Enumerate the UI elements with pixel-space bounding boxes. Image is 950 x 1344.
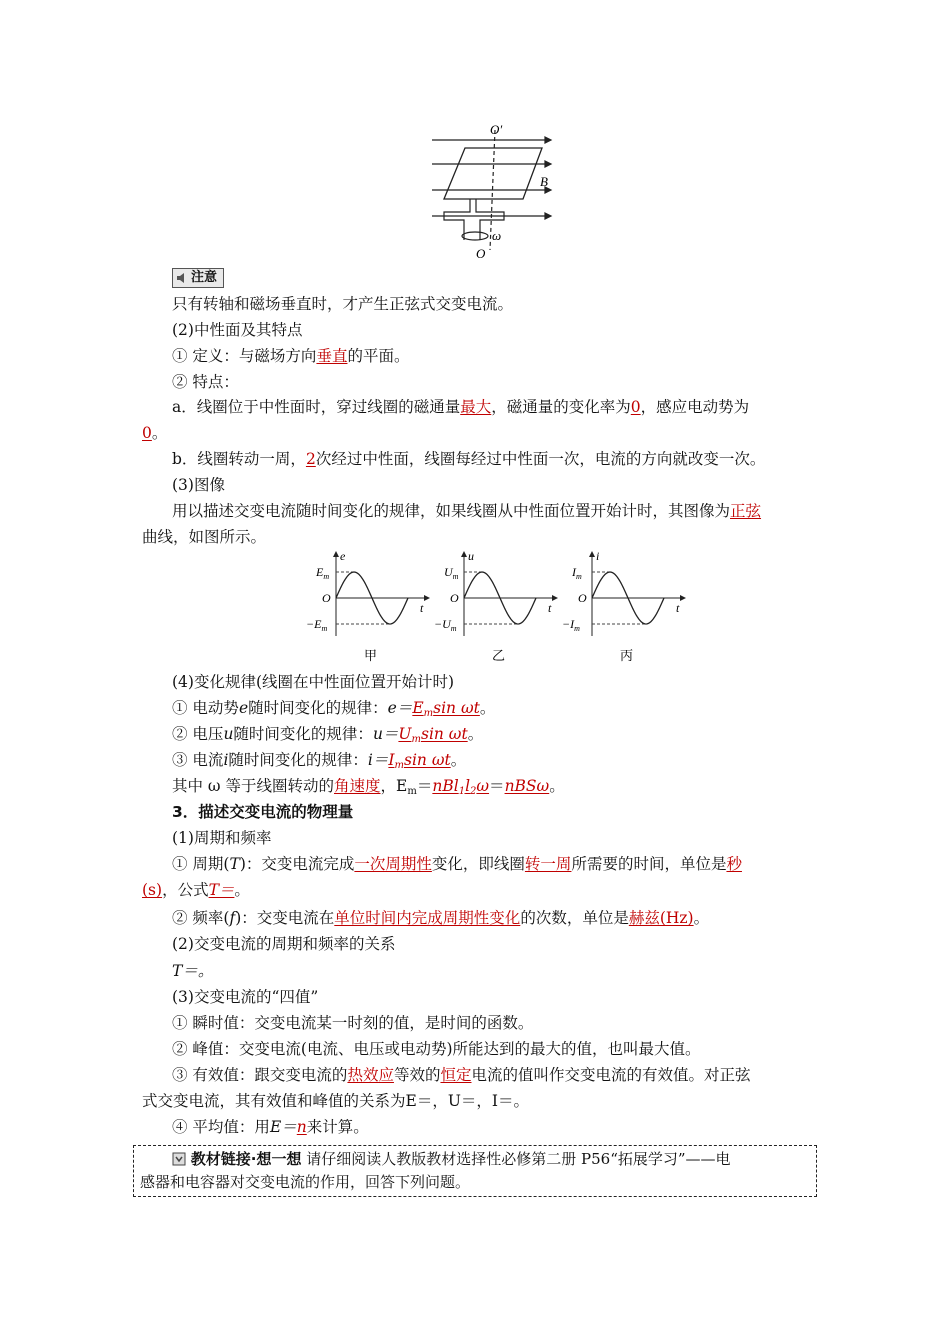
link-icon (172, 1152, 186, 1166)
graph-axis-label: e (340, 549, 346, 563)
graph-peak-label: $E_m$ (316, 565, 330, 581)
graph-origin-label: O (578, 591, 587, 605)
coil-label-B: B (540, 174, 548, 189)
coil-label-O-top: O′ (490, 122, 503, 137)
sec3-line2: 曲线，如图所示。 (142, 528, 267, 546)
graph-t-label: t (676, 601, 680, 615)
note-tag-label: 注意 (191, 270, 218, 285)
sec2-features: ② 特点： (172, 373, 239, 391)
graph-t-arrow (424, 595, 430, 601)
sec2-heading: (2)中性面及其特点 (172, 321, 303, 339)
graph-origin-label: O (450, 591, 459, 605)
textbook-link-box (133, 1145, 817, 1197)
link-line1: 教材链接·想一想 请仔细阅读人教版教材选择性必修第二册 P56“拓展学习”——电 (172, 1148, 731, 1170)
sec3-line1: 用以描述交变电流随时间变化的规律，如果线圈从中性面位置开始计时，其图像为正弦 (172, 502, 762, 520)
graph-y-arrow (589, 551, 595, 557)
part3-period-cont: (s)，公式T＝。 (142, 881, 250, 899)
graph-t-label: t (548, 601, 552, 615)
part3-h3: (3)交变电流的“四值” (172, 988, 319, 1006)
graph-origin-label: O (322, 591, 331, 605)
sec4-rule-e: ① 电动势e随时间变化的规律：$e=E_m\sin$ ωt。 (172, 699, 496, 719)
part3-h2: (2)交变电流的周期和频率的关系 (172, 935, 396, 953)
part3-peak: ② 峰值：交变电流(电流、电压或电动势)所能达到的最大的值，也叫最大值。 (172, 1040, 701, 1058)
sec2-item-a: a．线圈位于中性面时，穿过线圈的磁通量最大，磁通量的变化率为0，感应电动势为 (172, 398, 750, 416)
part3-instant: ① 瞬时值：交变电流某一时刻的值，是时间的函数。 (172, 1014, 534, 1032)
part3-effective-cont: 式交变电流，其有效值和峰值的关系为E＝，U＝，I＝。 (142, 1092, 530, 1110)
note-tag (172, 268, 224, 288)
graph-t-label: t (420, 601, 424, 615)
graph-caption: 乙 (492, 648, 506, 663)
sec4-rule-i: ③ 电流i随时间变化的规律：$i=I_m\sin$ ωt。 (172, 751, 467, 771)
graph-neg-peak-label: $-I_m$ (562, 617, 580, 633)
speaker-icon (176, 272, 188, 284)
coil-label-O-bottom: O (476, 246, 486, 261)
sec3-heading: (3)图像 (172, 476, 225, 494)
graph-neg-peak-label: $-U_m$ (434, 617, 457, 633)
sec4-rule-u: ② 电压u随时间变化的规律：$u=U_m\sin$ ωt。 (172, 725, 484, 745)
part3-frequency: ② 频率(f)：交变电流在单位时间内完成周期性变化的次数，单位是赫兹(Hz)。 (172, 909, 710, 927)
graph-peak-label: $U_m$ (444, 565, 459, 581)
sec4-omega-def: 其中 ω 等于线圈转动的角速度，$E_m=nBl_1l_2\omega=nBS\omega$。 (172, 777, 565, 797)
sec2-item-b: b．线圈转动一周，2次经过中性面，线圈每经过中性面一次，电流的方向就改变一次。 (172, 450, 766, 468)
graph-axis-label: i (596, 549, 600, 563)
note-text: 只有转轴和磁场垂直时，才产生正弦式交变电流。 (172, 295, 514, 313)
coil-figure (420, 120, 560, 265)
sec4-heading: (4)变化规律(线圈在中性面位置开始计时) (172, 673, 455, 691)
graph-t-arrow (552, 595, 558, 601)
part3-heading: 3．描述交变电流的物理量 (172, 803, 354, 821)
part3-relation: T＝。 (172, 962, 214, 980)
graph-y-arrow (461, 551, 467, 557)
sec2-item-a-cont: 0。 (142, 424, 168, 442)
graph-axis-label: u (468, 549, 474, 563)
sine-graphs (300, 548, 700, 668)
link-line2: 感器和电容器对交变电流的作用，回答下列问题。 (140, 1173, 471, 1191)
graph-y-arrow (333, 551, 339, 557)
graph-t-arrow (680, 595, 686, 601)
graph-neg-peak-label: $-E_m$ (306, 617, 328, 633)
sec2-definition: ① 定义：与磁场方向垂直的平面。 (172, 347, 410, 365)
graph-caption: 丙 (620, 648, 634, 663)
graph-peak-label: $I_m$ (572, 565, 582, 581)
coil-label-omega: ω (492, 228, 502, 243)
part3-average: ④ 平均值：用E＝n来计算。 (172, 1118, 369, 1136)
link-title: 教材链接·想一想 (190, 1150, 302, 1168)
part3-h1: (1)周期和频率 (172, 829, 272, 847)
part3-period: ① 周期(T)：交变电流完成一次周期性变化，即线圈转一周所需要的时间，单位是秒 (172, 855, 742, 873)
graph-caption: 甲 (364, 648, 378, 663)
part3-effective: ③ 有效值：跟交变电流的热效应等效的恒定电流的值叫作交变电流的有效值。对正弦 (172, 1066, 751, 1084)
